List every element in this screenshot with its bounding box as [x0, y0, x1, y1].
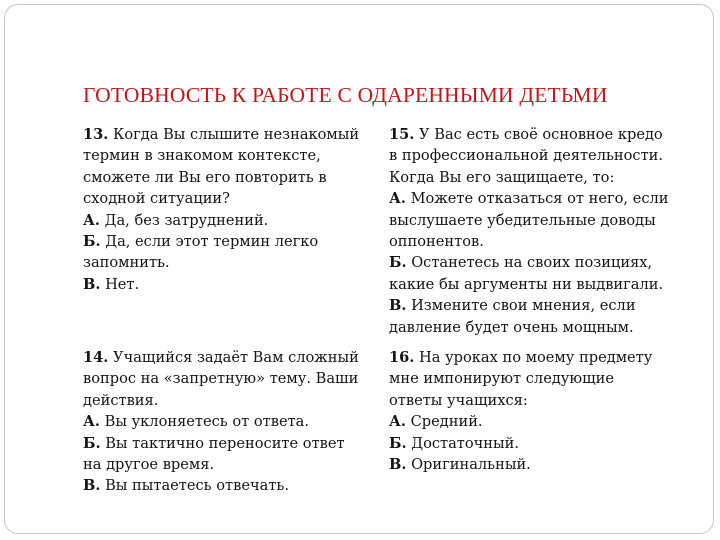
- answer-option-line: [389, 454, 652, 475]
- answer-option-text: Измените свои мнения, если: [411, 297, 636, 315]
- question-text-line: [389, 368, 652, 389]
- answer-option-letter: В.: [83, 477, 101, 495]
- question-text-line: [389, 167, 669, 188]
- answer-option-letter: А.: [389, 190, 406, 208]
- answer-option-text: давление будет очень мощным.: [389, 318, 634, 336]
- answer-option-line: [83, 475, 359, 496]
- question-text: в профессиональной деятельности.: [389, 147, 664, 165]
- question-text-line: [83, 124, 359, 145]
- answer-option-letter: В.: [389, 456, 407, 474]
- answer-option-text: выслушаете убедительные доводы: [389, 211, 656, 229]
- question-13: [83, 124, 359, 295]
- question-text-line: [83, 368, 359, 389]
- slide: [4, 4, 714, 534]
- answer-option-letter: А.: [389, 413, 406, 431]
- answer-option-text: запомнить.: [83, 254, 170, 272]
- question-text-line: [83, 188, 359, 209]
- answer-option-letter: А.: [83, 211, 100, 229]
- answer-option-line: [83, 210, 359, 231]
- question-text: действия.: [83, 391, 159, 409]
- answer-option-text: Средний.: [410, 413, 483, 431]
- answer-option-text: Останетесь на своих позициях,: [411, 254, 653, 272]
- question-text: мне импонируют следующие: [389, 370, 615, 388]
- answer-option-letter: В.: [389, 297, 407, 315]
- question-number: 16.: [389, 349, 415, 366]
- question-text: сможете ли Вы его повторить в: [83, 168, 327, 186]
- question-number: 15.: [389, 126, 415, 143]
- question-text: Когда Вы слышите незнакомый: [113, 126, 360, 143]
- question-16: [389, 347, 652, 475]
- answer-option-text: на другое время.: [83, 456, 215, 474]
- question-text: У Вас есть своё основное кредо: [419, 126, 663, 143]
- question-text: термин в знакомом контексте,: [83, 147, 321, 165]
- answer-option-line: [389, 188, 669, 209]
- answer-option-text: Вы пытаетесь отвечать.: [105, 477, 289, 495]
- question-text-line: [389, 390, 652, 411]
- answer-option-text: Вы уклоняетесь от ответа.: [104, 413, 310, 431]
- answer-option-letter: В.: [83, 275, 101, 293]
- answer-option-text: Оригинальный.: [411, 456, 531, 474]
- question-text-line: [83, 347, 359, 368]
- answer-option-line: [389, 411, 652, 432]
- answer-option-line: [389, 231, 669, 252]
- answer-option-line: [389, 210, 669, 231]
- question-number: 13.: [83, 126, 109, 143]
- answer-option-text: Да, если этот термин легко: [105, 233, 319, 251]
- question-text-line: [83, 167, 359, 188]
- answer-option-text: Можете отказаться от него, если: [410, 190, 669, 208]
- answer-option-line: [389, 317, 669, 338]
- answer-option-text: Нет.: [105, 275, 140, 293]
- answer-option-letter: А.: [83, 413, 100, 431]
- question-15: [389, 124, 669, 338]
- question-text: Когда Вы его защищаете, то:: [389, 168, 615, 186]
- question-text: сходной ситуации?: [83, 190, 230, 208]
- question-text-line: [389, 347, 652, 368]
- question-text-line: [389, 145, 669, 166]
- answer-option-letter: Б.: [83, 233, 101, 251]
- answer-option-line: [389, 274, 669, 295]
- answer-option-line: [83, 454, 359, 475]
- question-text-line: [389, 124, 669, 145]
- question-text-line: [83, 390, 359, 411]
- slide-title: ГОТОВНОСТЬ К РАБОТЕ С ОДАРЕННЫМИ ДЕТЬМИ: [83, 83, 608, 107]
- answer-option-text: оппонентов.: [389, 233, 484, 251]
- answer-option-line: [83, 252, 359, 273]
- answer-option-letter: Б.: [83, 434, 101, 452]
- answer-option-text: Достаточный.: [411, 434, 520, 452]
- answer-option-text: какие бы аргументы ни выдвигали.: [389, 275, 664, 293]
- answer-option-line: [83, 231, 359, 252]
- question-text: ответы учащихся:: [389, 391, 528, 409]
- question-text-line: [83, 145, 359, 166]
- question-number: 14.: [83, 349, 109, 366]
- answer-option-line: [83, 274, 359, 295]
- question-text: вопрос на «запретную» тему. Ваши: [83, 370, 359, 388]
- answer-option-text: Да, без затруднений.: [104, 211, 269, 229]
- question-text: Учащийся задаёт Вам сложный: [113, 349, 359, 366]
- answer-option-line: [389, 295, 669, 316]
- answer-option-letter: Б.: [389, 254, 407, 272]
- answer-option-text: Вы тактично переносите ответ: [105, 434, 345, 452]
- answer-option-letter: Б.: [389, 434, 407, 452]
- question-text: На уроках по моему предмету: [419, 349, 653, 366]
- answer-option-line: [389, 252, 669, 273]
- answer-option-line: [83, 433, 359, 454]
- answer-option-line: [83, 411, 359, 432]
- answer-option-line: [389, 433, 652, 454]
- question-14: [83, 347, 359, 497]
